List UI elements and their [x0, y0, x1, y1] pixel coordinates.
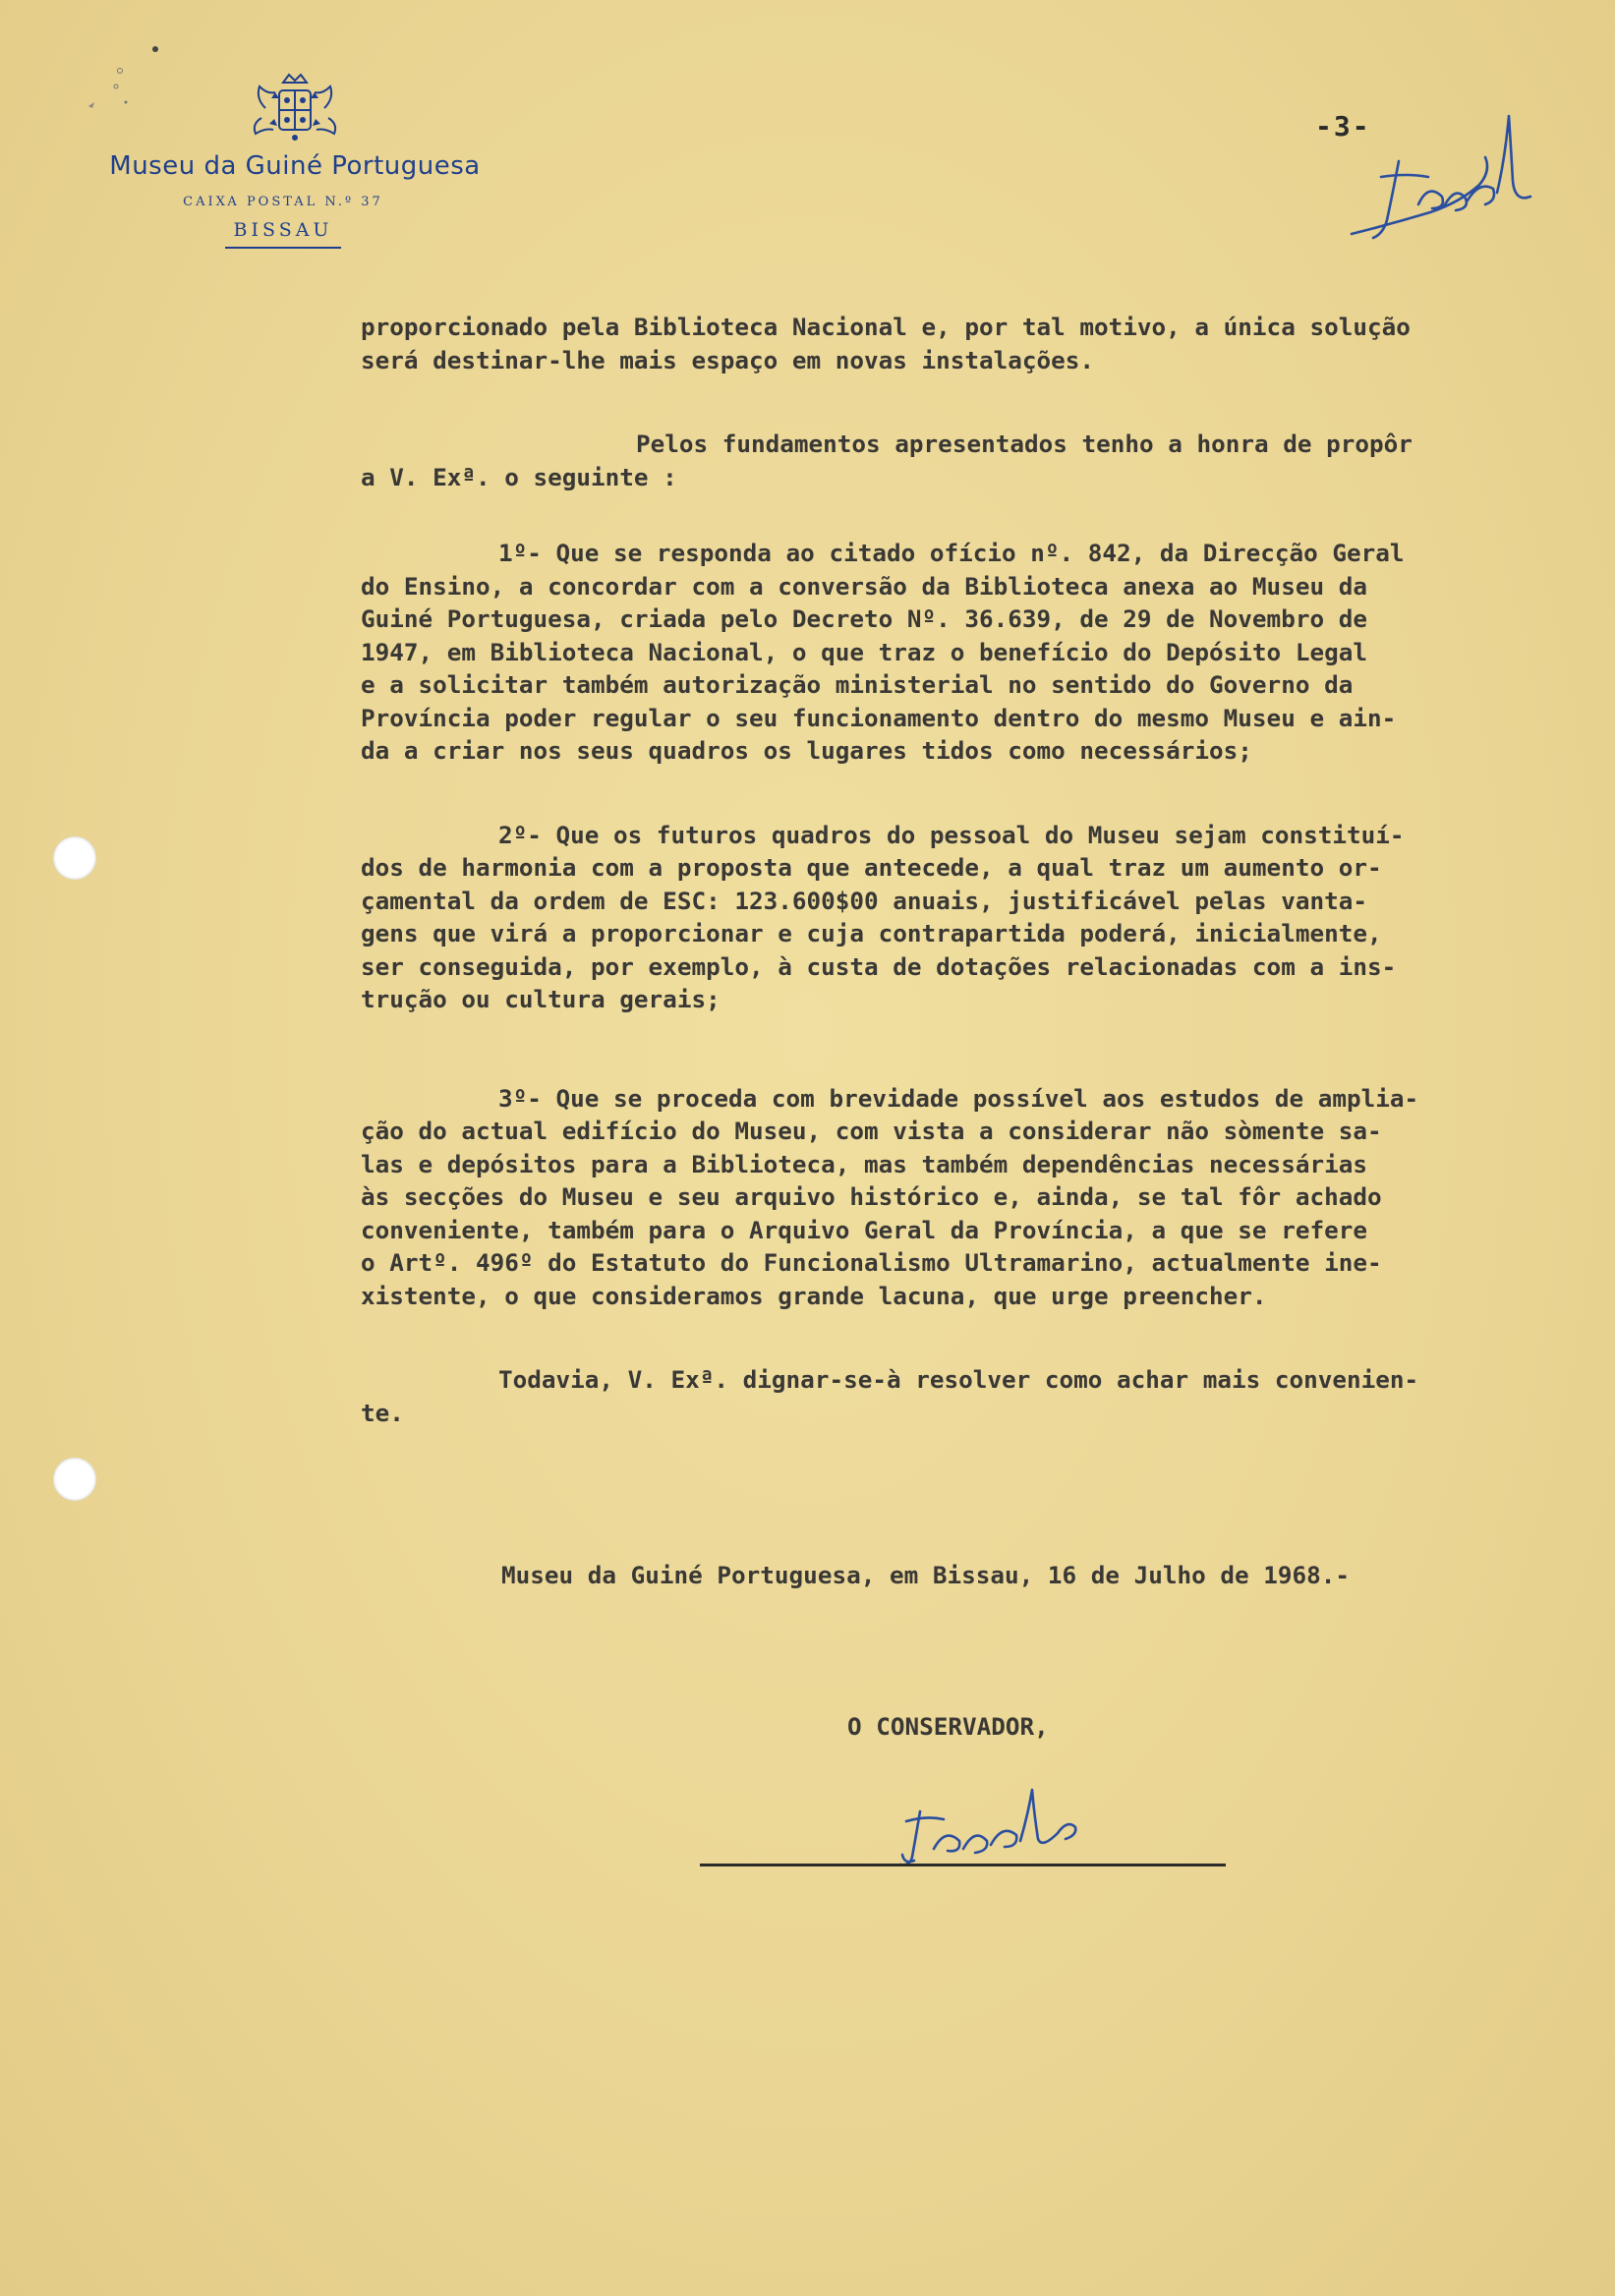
page-number: -3- [1315, 110, 1371, 143]
city-underline [225, 247, 341, 249]
paragraph-proposal-intro [361, 428, 1560, 493]
text-line: às secções do Museu e seu arquivo histórico e, ainda, se tal fôr achado [361, 1182, 1382, 1211]
text-line: conveniente, também para o Arquivo Geral da Província, a que se refere [361, 1215, 1367, 1244]
text-line: ser conseguida, por exemplo, à custa de dotações relacionadas com a ins- [361, 951, 1397, 981]
handwritten-signature-bottom [865, 1784, 1121, 1872]
text-line: Pelos fundamentos apresentados tenho a honra de propôr [636, 430, 1413, 458]
text-line: trução ou cultura gerais; [361, 985, 721, 1013]
paragraph-item-2 [361, 819, 1560, 1016]
text-line: dos de harmonia com a proposta que antecede, a qual traz um aumento or- [361, 853, 1382, 882]
museum-name: Museu da Guiné Portuguesa [109, 151, 481, 181]
text-line: gens que virá a proporcionar e cuja contrapartida poderá, inicialmente, [361, 919, 1382, 947]
letter-body [361, 311, 1560, 1429]
text-line: las e depósitos para a Biblioteca, mas também dependências necessárias [361, 1149, 1367, 1178]
text-line: 1947, em Biblioteca Nacional, o que traz o benefício do Depósito Legal [361, 637, 1367, 666]
handwritten-signature-top [1312, 86, 1538, 263]
letterhead [79, 69, 511, 249]
punch-hole-top [53, 836, 96, 880]
paragraph-item-3 [361, 1082, 1560, 1313]
text-line: proporcionado pela Biblioteca Nacional e, por tal motivo, a única solução [361, 313, 1411, 341]
text-line: 3º- Que se proceda com brevidade possível aos estudos de amplia- [498, 1083, 1419, 1113]
text-line: 1º- Que se responda ao citado ofício nº. 842, da Direcção Geral [498, 539, 1405, 567]
text-line: Guiné Portuguesa, criada pelo Decreto Nº. 36.639, de 29 de Novembro de [361, 604, 1367, 633]
city: BISSAU [233, 219, 333, 241]
text-line: Todavia, V. Exª. dignar-se-à resolver como achar mais convenien- [498, 1365, 1419, 1394]
text-line: e a solicitar também autorização ministerial no sentido do Governo da [361, 670, 1354, 699]
text-line: çamental da ordem de ESC: 123.600$00 anuais, justificável pelas vanta- [361, 886, 1367, 915]
text-line: te. [361, 1398, 404, 1427]
text-line: será destinar-lhe mais espaço em novas instalações. [361, 345, 1095, 374]
paragraph-continuation [361, 311, 1560, 376]
text-line: do Ensino, a concordar com a conversão da Biblioteca anexa ao Museu da [361, 571, 1367, 601]
coat-of-arms-icon [246, 69, 344, 147]
text-line: a V. Exª. o seguinte : [361, 462, 677, 491]
text-line: 2º- Que os futuros quadros do pessoal do Museu sejam constituí- [498, 820, 1405, 849]
text-line: ção do actual edifício do Museu, com vista a considerar não sòmente sa- [361, 1117, 1382, 1145]
text-line: Província poder regular o seu funcionamento dentro do mesmo Museu e ain- [361, 703, 1397, 732]
signoff-title: O CONSERVADOR, [847, 1712, 1049, 1741]
postal-box: CAIXA POSTAL N.º 37 [183, 195, 383, 209]
signature-line [700, 1864, 1226, 1866]
paragraph-item-1 [361, 537, 1560, 768]
text-line: xistente, o que consideramos grande lacuna, que urge preencher. [361, 1281, 1267, 1310]
paragraph-final-request [361, 1363, 1560, 1429]
punch-hole-bottom [53, 1458, 96, 1501]
place-and-date: Museu da Guiné Portuguesa, em Bissau, 16 de Julho de 1968.- [501, 1561, 1351, 1589]
text-line: o Artº. 496º do Estatuto do Funcionalismo Ultramarino, actualmente ine- [361, 1248, 1382, 1277]
text-line: da a criar nos seus quadros os lugares tidos como necessários; [361, 736, 1252, 765]
